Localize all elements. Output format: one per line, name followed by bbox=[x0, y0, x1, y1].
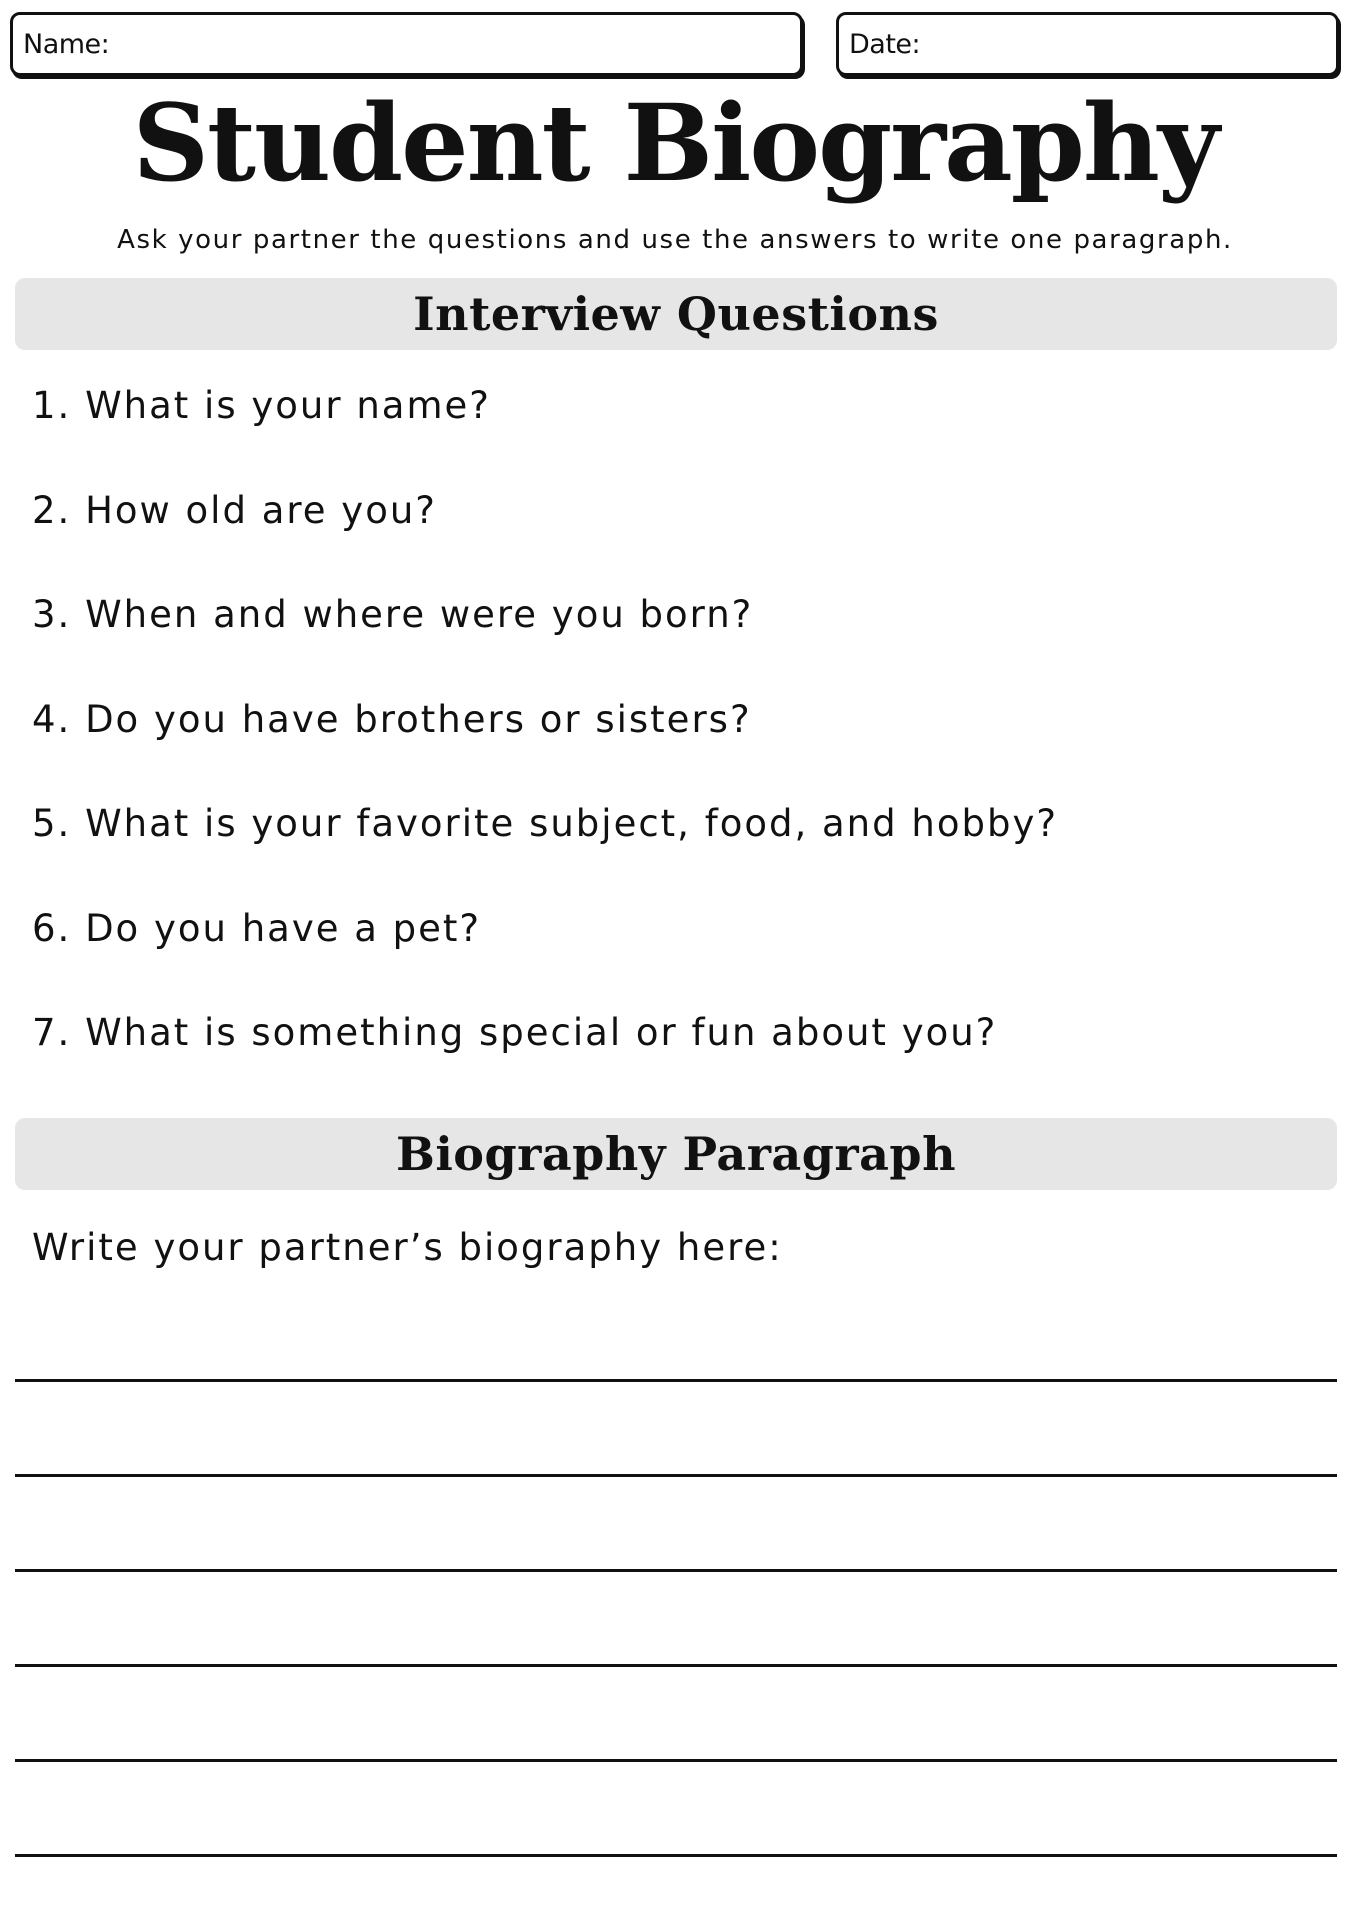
writing-line[interactable] bbox=[15, 1854, 1337, 1857]
writing-line[interactable] bbox=[15, 1474, 1337, 1477]
question-item: 2. How old are you? bbox=[32, 488, 437, 532]
question-item: 6. Do you have a pet? bbox=[32, 906, 482, 950]
interview-questions-heading: Interview Questions bbox=[15, 278, 1337, 350]
biography-prompt: Write your partner’s biography here: bbox=[32, 1226, 783, 1269]
question-item: 3. When and where were you born? bbox=[32, 593, 754, 636]
name-field[interactable] bbox=[10, 12, 803, 76]
writing-line[interactable] bbox=[15, 1569, 1337, 1572]
question-list bbox=[32, 378, 1058, 1110]
name-label: Name: bbox=[23, 29, 110, 60]
question-item: 4. Do you have brothers or sisters? bbox=[32, 697, 752, 741]
writing-line[interactable] bbox=[15, 1759, 1337, 1762]
question-item: 7. What is something special or fun about you? bbox=[32, 1011, 998, 1054]
writing-line[interactable] bbox=[15, 1664, 1337, 1667]
biography-paragraph-heading: Biography Paragraph bbox=[15, 1118, 1337, 1190]
date-label: Date: bbox=[849, 29, 921, 60]
question-item: 1. What is your name? bbox=[32, 384, 491, 427]
date-field[interactable] bbox=[836, 12, 1339, 76]
instructions-text: Ask your partner the questions and use the answers to write one paragraph. bbox=[117, 225, 1233, 255]
writing-line[interactable] bbox=[15, 1379, 1337, 1382]
page-title: Student Biography bbox=[132, 80, 1218, 205]
question-item: 5. What is your favorite subject, food, and hobby? bbox=[32, 802, 1058, 845]
